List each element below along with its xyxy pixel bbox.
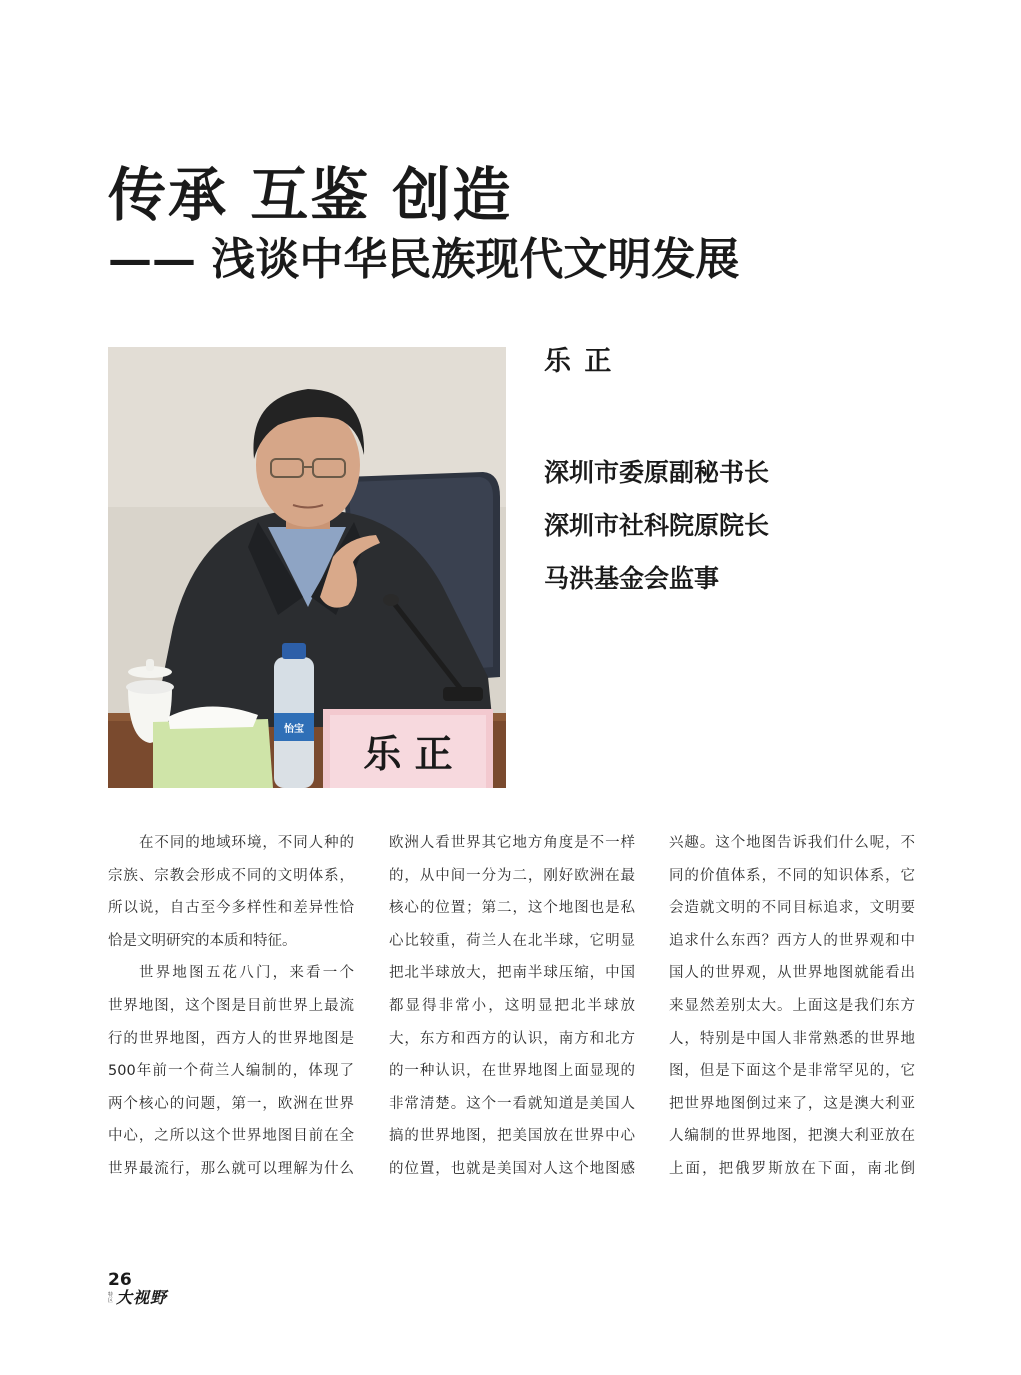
body-line: 欧洲人看世界其它地方角度是不一样 xyxy=(389,835,635,851)
page-number: 26 xyxy=(108,1270,132,1290)
article-title: 传承 互鉴 创造 xyxy=(108,161,513,229)
body-column-2 xyxy=(389,827,635,1186)
body-column-3 xyxy=(669,827,915,1186)
body-line: 国人的世界观，从世界地图就能看出 xyxy=(669,965,915,982)
body-line: 上面，把俄罗斯放在下面，南北倒 xyxy=(669,1160,915,1177)
body-line: 搞的世界地图，把美国放在世界中心 xyxy=(389,1128,635,1145)
body-line: 宗族、宗教会形成不同的文明体系， xyxy=(108,867,354,884)
body-line: 图，但是下面这个是非常罕见的，它 xyxy=(669,1063,915,1080)
body-line: 世界地图，这个图是目前世界上最流 xyxy=(108,997,354,1014)
body-line: 兴趣。这个地图告诉我们什么呢，不 xyxy=(669,835,915,851)
body-line: 两个核心的问题，第一，欧洲在世界 xyxy=(108,1095,354,1112)
body-line: 中心，之所以这个世界地图目前在全 xyxy=(108,1128,354,1145)
magazine-logo-name: 大视野 xyxy=(116,1288,168,1307)
magazine-logo-small: 特区 xyxy=(108,1292,114,1304)
body-line: 人，特别是中国人非常熟悉的世界地 xyxy=(669,1030,915,1047)
body-line: 心比较重，荷兰人在北半球，它明显 xyxy=(389,932,635,949)
body-line: 核心的位置；第二，这个地图也是私 xyxy=(389,900,635,917)
body-line: 人编制的世界地图，把澳大利亚放在 xyxy=(669,1128,915,1145)
body-line: 来显然差别太大。上面这是我们东方 xyxy=(669,997,915,1014)
body-line: 把北半球放大，把南半球压缩，中国 xyxy=(389,965,635,982)
body-line: 会造就文明的不同目标追求，文明要 xyxy=(669,900,915,917)
body-line: 世界地图五花八门，来看一个 xyxy=(139,965,354,982)
body-line: 恰是文明研究的本质和特征。 xyxy=(108,932,297,949)
body-line: 追求什么东西？西方人的世界观和中 xyxy=(669,932,915,949)
body-line: 大，东方和西方的认识，南方和北方 xyxy=(389,1030,635,1047)
author-roles xyxy=(544,446,769,605)
body-line: 在不同的地域环境，不同人种的 xyxy=(139,835,354,851)
body-line: 都显得非常小，这明显把北半球放 xyxy=(389,997,635,1014)
body-line: 非常清楚。这个一看就知道是美国人 xyxy=(389,1095,635,1112)
body-line: 同的价值体系，不同的知识体系，它 xyxy=(669,867,915,884)
body-line: 所以说，自古至今多样性和差异性恰 xyxy=(108,900,354,917)
body-line: 的一种认识，在世界地图上面显现的 xyxy=(389,1063,635,1080)
bottle-label: 怡宝 xyxy=(284,724,304,735)
author-photo xyxy=(108,347,506,788)
author-role: 深圳市委原副秘书长 xyxy=(544,458,770,487)
body-line: 500年前一个荷兰人编制的，体现了 xyxy=(108,1063,354,1080)
body-line: 把世界地图倒过来了，这是澳大利亚 xyxy=(669,1095,915,1112)
author-role: 马洪基金会监事 xyxy=(544,564,720,593)
body-line: 行的世界地图，西方人的世界地图是 xyxy=(108,1030,354,1047)
body-column-1 xyxy=(108,827,354,1186)
author-role: 深圳市社科院原院长 xyxy=(544,511,770,540)
body-line: 的，从中间一分为二，刚好欧洲在最 xyxy=(389,867,635,884)
body-line: 世界最流行，那么就可以理解为什么 xyxy=(108,1160,354,1177)
author-name: 乐 正 xyxy=(544,346,614,377)
nameplate-text: 乐 正 xyxy=(363,731,453,776)
article-subtitle: —— 浅谈中华民族现代文明发展 xyxy=(108,234,740,285)
magazine-logo xyxy=(108,1289,167,1307)
body-line: 的位置，也就是美国对人这个地图感 xyxy=(389,1160,635,1177)
